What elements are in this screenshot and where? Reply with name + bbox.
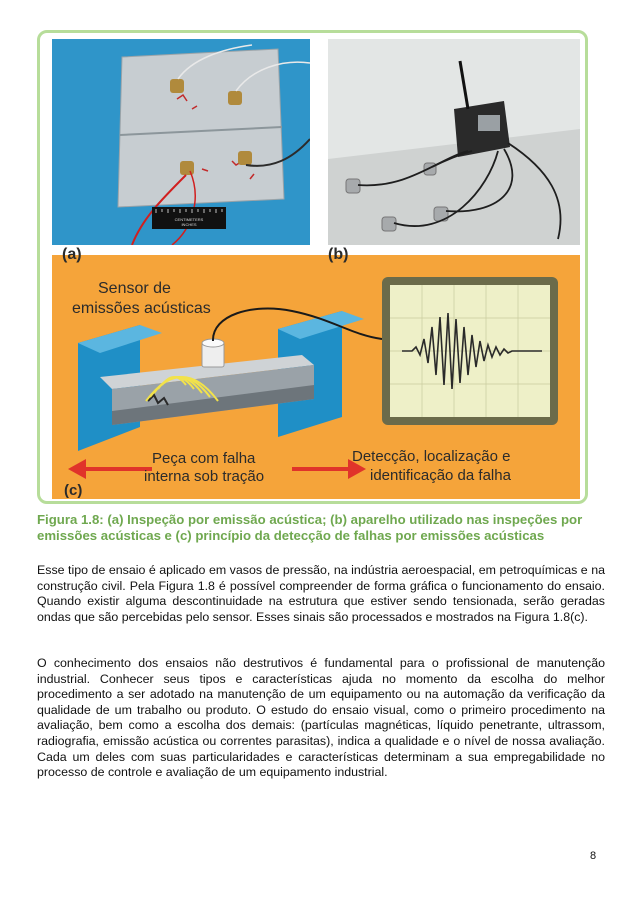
caption-line-1: Figura 1.8: (a) Inspeção por emissão acústica; (b) aparelho utilizado nas inspeções por [37, 512, 583, 527]
diagram-illustration [52, 255, 580, 499]
panel-b-label: (b) [328, 246, 349, 263]
paragraph-2: O conhecimento dos ensaios não destrutivos é fundamental para o profissional de manutenção industrial. Conhecer seus tipos e características ajuda no momento da escolha do melhor procedimento a ser adotado na manutenção de um equipamento ou na automação da verificação da qualidade de um trabalho ou produto. O estudo do ensaio visual, como o primeiro procedimento na avaliação, bem como a escolha dos demais: (partículas magnéticas, líquido penetrante, ultrassom, radiografia, emissão acústica ou correntes parasitas), indica a qualidade e o nível de nossa avaliação. Cada um deles com suas particularidades e características determinam a sua empregabilidade no processo de controle e avaliação de um equipamento industrial. [37, 656, 605, 780]
sensor-2 [228, 91, 242, 105]
detection-label-line1: Detecção, localização e [352, 448, 511, 465]
piece-label-line1: Peça com falha [152, 450, 256, 467]
sensor-label-line1: Sensor de [98, 280, 171, 297]
svg-text:INCHES: INCHES [181, 222, 197, 227]
panel-a-label: (a) [62, 246, 82, 263]
figure-1-8 [37, 30, 588, 504]
panel-c-label: (c) [64, 482, 83, 499]
paragraph-1: Esse tipo de ensaio é aplicado em vasos de pressão, na indústria aeroespacial, em petroquímicas e na construção civil. Pela Figura 1.8 é possível compreender de forma gráfica o funcionamento do ensaio. Quando existir alguma descontinuidade na estrutura que estiver sendo tensionada, serão geradas ondas que são percebidas pelo sensor. Esses sinais são processados e mostrados na Figura 1.8(c). [37, 563, 605, 624]
figure-caption [37, 512, 597, 544]
sensor-1 [170, 79, 184, 93]
sensor-label-line2: emissões acústicas [72, 300, 211, 317]
diagram-acoustic-principle [52, 255, 580, 499]
ruler-label: CENTIMETERS [174, 217, 204, 222]
sensor-4 [238, 151, 252, 165]
page-number: 8 [590, 850, 597, 862]
photo-acoustic-inspection [52, 39, 310, 245]
caption-line-2: emissões acústicas e (c) princípio da detecção de falhas por emissões acústicas [37, 528, 545, 543]
photo-a-illustration [52, 39, 310, 245]
sensor-3 [180, 161, 194, 175]
photo-b-illustration [328, 39, 580, 245]
piece-label-line2: interna sob tração [144, 468, 265, 485]
detection-label-line2: identificação da falha [370, 467, 511, 484]
photo-acoustic-device [328, 39, 580, 245]
